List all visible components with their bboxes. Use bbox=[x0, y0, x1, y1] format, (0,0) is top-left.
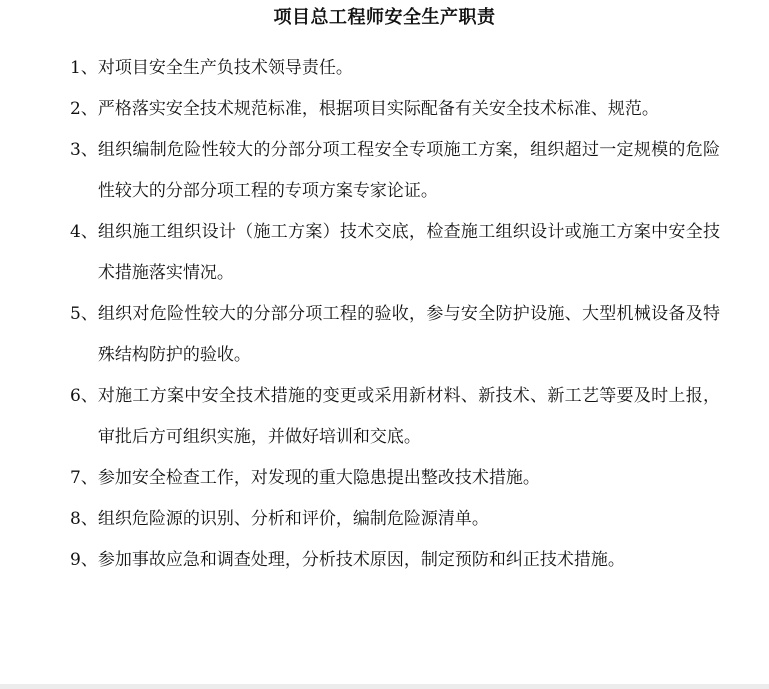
list-item bbox=[70, 130, 720, 212]
item-text: 组织施工组织设计（施工方案）技术交底，检查施工组织设计或施工方案中安全技术措施落实情况。 bbox=[97, 222, 720, 283]
item-number: 9、 bbox=[70, 550, 98, 570]
item-number: 4、 bbox=[70, 222, 98, 242]
item-number: 2、 bbox=[70, 99, 98, 119]
list-item bbox=[70, 294, 720, 376]
item-text: 参加安全检查工作，对发现的重大隐患提出整改技术措施。 bbox=[97, 468, 540, 488]
item-text: 组织编制危险性较大的分部分项工程安全专项施工方案，组织超过一定规模的危险性较大的分部分项工程的专项方案专家论证。 bbox=[97, 140, 720, 201]
list-item bbox=[70, 499, 720, 540]
item-number: 6、 bbox=[70, 386, 98, 406]
list-item bbox=[70, 48, 720, 89]
list-item bbox=[70, 458, 720, 499]
duty-list bbox=[70, 48, 720, 581]
list-item bbox=[70, 212, 720, 294]
list-item bbox=[70, 89, 720, 130]
item-text: 对项目安全生产负技术领导责任。 bbox=[97, 58, 353, 78]
item-number: 1、 bbox=[70, 58, 98, 78]
list-item bbox=[70, 540, 720, 581]
item-text: 组织对危险性较大的分部分项工程的验收，参与安全防护设施、大型机械设备及特殊结构防护的验收。 bbox=[97, 304, 720, 365]
list-item bbox=[70, 376, 720, 458]
item-number: 3、 bbox=[70, 140, 98, 160]
item-number: 8、 bbox=[70, 509, 98, 529]
item-number: 5、 bbox=[70, 304, 98, 324]
item-text: 参加事故应急和调查处理，分析技术原因，制定预防和纠正技术措施。 bbox=[97, 550, 625, 570]
item-text: 对施工方案中安全技术措施的变更或采用新材料、新技术、新工艺等要及时上报，审批后方可组织实施，并做好培训和交底。 bbox=[97, 386, 720, 447]
item-number: 7、 bbox=[70, 468, 98, 488]
page-bottom-divider bbox=[0, 684, 769, 689]
item-text: 组织危险源的识别、分析和评价，编制危险源清单。 bbox=[97, 509, 489, 529]
page-title: 项目总工程师安全生产职责 bbox=[273, 7, 496, 28]
item-text: 严格落实安全技术规范标准，根据项目实际配备有关安全技术标准、规范。 bbox=[97, 99, 659, 119]
